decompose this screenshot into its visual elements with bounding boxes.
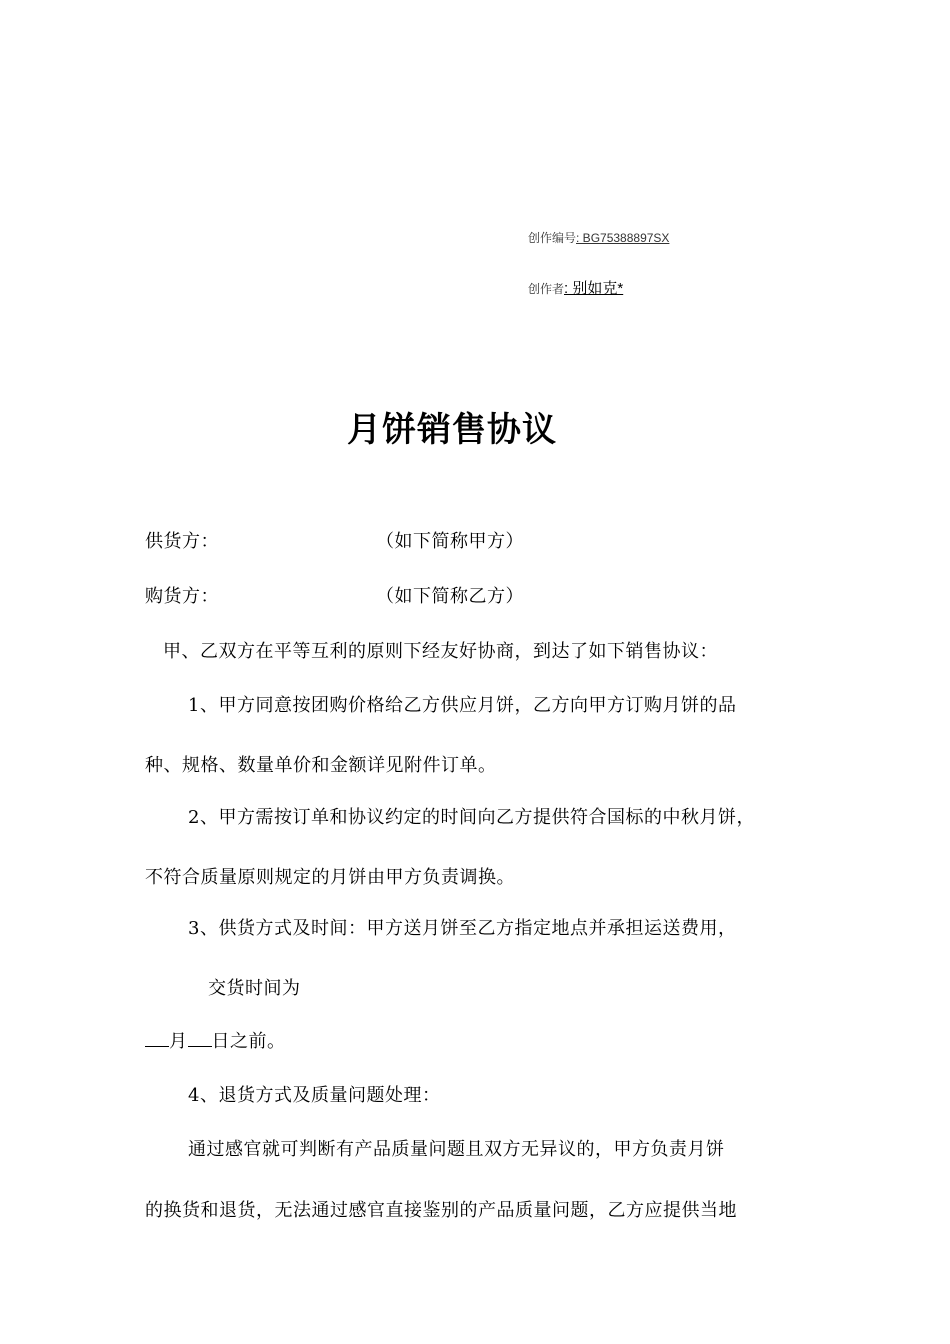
document-title: 月饼销售协议: [347, 410, 557, 450]
clause-2-line-1: 2、甲方需按订单和协议约定的时间向乙方提供符合国标的中秋月饼，: [188, 807, 755, 828]
creation-id: [528, 229, 669, 246]
clause-1-line-1: 1、甲方同意按团购价格给乙方供应月饼，乙方向甲方订购月饼的品: [188, 695, 737, 716]
clause-4-heading: 4、退货方式及质量问题处理：: [188, 1085, 441, 1106]
clause-2-line-2: 不符合质量原则规定的月饼由甲方负责调换。: [145, 867, 515, 888]
author: [528, 277, 623, 298]
creation-id-value: : BG75388897SX: [576, 231, 670, 245]
clause-1-line-2: 种、规格、数量单价和金额详见附件订单。: [145, 755, 497, 776]
supplier-label: 供货方：: [145, 531, 219, 552]
clause-4-line-2: 的换货和退货，无法通过感官直接鉴别的产品质量问题，乙方应提供当地: [145, 1200, 737, 1221]
buyer-note: （如下简称乙方）: [376, 586, 524, 607]
author-label: 创作者: [528, 282, 565, 296]
day-suffix: 日之前。: [211, 1031, 286, 1052]
delivery-date-line: [145, 1027, 286, 1053]
day-blank[interactable]: [188, 1030, 212, 1047]
clause-3-line-1: 3、供货方式及时间：甲方送月饼至乙方指定地点并承担运送费用，: [188, 918, 737, 939]
buyer-label: 购货方：: [145, 586, 219, 607]
month-blank[interactable]: [145, 1030, 169, 1047]
intro-paragraph: 甲、乙双方在平等互利的原则下经友好协商，到达了如下销售协议：: [163, 641, 718, 662]
clause-4-line-1: 通过感官就可判断有产品质量问题且双方无异议的，甲方负责月饼: [188, 1139, 725, 1160]
creation-id-label: 创作编号: [528, 231, 577, 245]
supplier-note: （如下简称甲方）: [376, 531, 524, 552]
clause-3-line-2: 交货时间为: [208, 978, 301, 999]
month-label: 月: [169, 1031, 188, 1052]
author-value: : 别如克*: [564, 280, 624, 297]
